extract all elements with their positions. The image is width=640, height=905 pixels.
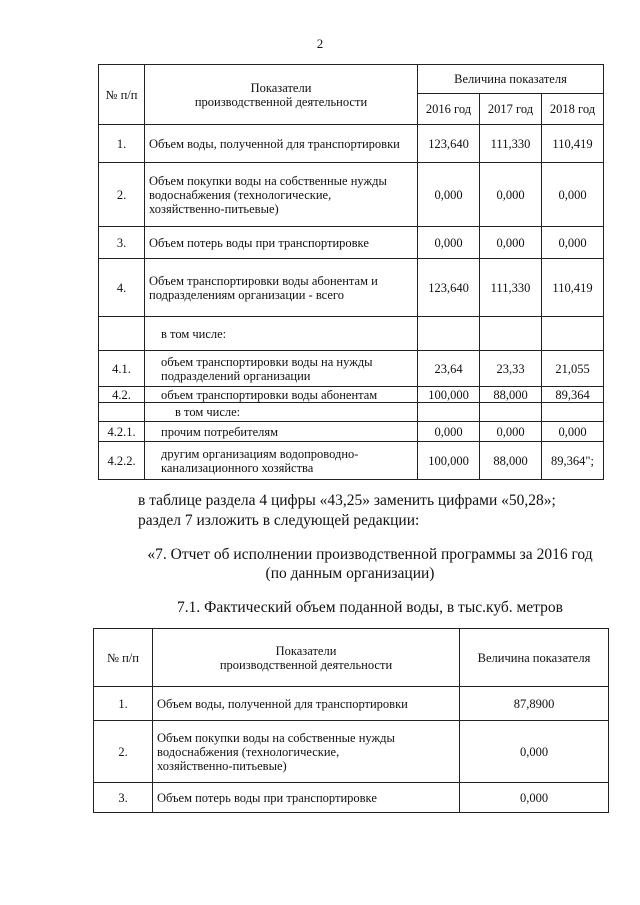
table-row bbox=[94, 687, 609, 721]
row-label-line: Объем транспортировки воды абонентам и bbox=[149, 273, 378, 288]
row-num: 3. bbox=[94, 783, 153, 813]
row-label bbox=[153, 687, 460, 721]
row-label-line: канализационного хозяйства bbox=[161, 460, 314, 475]
row-value: 88,000 bbox=[480, 442, 542, 480]
header-value: Величина показателя bbox=[418, 65, 604, 94]
row-label-line: хозяйственно-питьевые) bbox=[157, 758, 287, 773]
row-num: 4.2. bbox=[99, 387, 145, 403]
row-value: 23,33 bbox=[480, 351, 542, 387]
table-row bbox=[99, 422, 604, 442]
row-value bbox=[480, 317, 542, 351]
row-num bbox=[99, 403, 145, 422]
row-num: 4. bbox=[99, 259, 145, 317]
row-value: 123,640 bbox=[418, 259, 480, 317]
header-num: № п/п bbox=[99, 65, 145, 125]
row-value: 0,000 bbox=[460, 783, 609, 813]
row-label-line: Объем покупки воды на собственные нужды bbox=[149, 173, 387, 188]
row-label-line: объем транспортировки воды абонентам bbox=[161, 387, 378, 402]
row-label-line: прочим потребителям bbox=[161, 424, 279, 439]
amendment-line-2: раздел 7 изложить в следующей редакции: bbox=[138, 512, 420, 529]
row-label-line: другим организациям водопроводно- bbox=[161, 446, 359, 461]
table-row bbox=[99, 227, 604, 259]
header-num: № п/п bbox=[94, 629, 153, 687]
header-year: 2018 год bbox=[542, 94, 604, 125]
row-num: 1. bbox=[94, 687, 153, 721]
table-row bbox=[99, 403, 604, 422]
row-label bbox=[153, 721, 460, 783]
header-indicator-line2: производственной деятельности bbox=[194, 94, 368, 109]
header-indicator bbox=[153, 629, 460, 687]
table-row bbox=[99, 317, 604, 351]
table-row bbox=[94, 783, 609, 813]
row-label bbox=[145, 163, 418, 227]
table-row bbox=[99, 387, 604, 403]
row-label-line: хозяйственно-питьевые) bbox=[149, 201, 279, 216]
row-label-line: Объем воды, полученной для транспортировки bbox=[157, 696, 408, 711]
row-label bbox=[145, 125, 418, 163]
row-value: 23,64 bbox=[418, 351, 480, 387]
row-label bbox=[145, 317, 418, 351]
row-value: 0,000 bbox=[480, 227, 542, 259]
row-num: 2. bbox=[99, 163, 145, 227]
row-value bbox=[480, 403, 542, 422]
row-value: 123,640 bbox=[418, 125, 480, 163]
row-label-line: Объем потерь воды при транспортировке bbox=[149, 235, 369, 250]
row-label bbox=[145, 422, 418, 442]
row-label-line: Объем воды, полученной для транспортировки bbox=[149, 136, 400, 151]
row-value: 0,000 bbox=[480, 163, 542, 227]
table-row bbox=[94, 721, 609, 783]
amendment-line-1: в таблице раздела 4 цифры «43,25» заменить цифрами «50,28»; bbox=[138, 492, 556, 509]
row-value: 0,000 bbox=[418, 422, 480, 442]
row-label bbox=[145, 442, 418, 480]
row-label-line: подразделений организации bbox=[161, 368, 311, 383]
row-label bbox=[145, 259, 418, 317]
row-value: 0,000 bbox=[542, 227, 604, 259]
row-value: 100,000 bbox=[418, 387, 480, 403]
section-heading-sub: (по данным организации) bbox=[265, 565, 435, 582]
table-row bbox=[99, 351, 604, 387]
row-num bbox=[99, 317, 145, 351]
row-num: 2. bbox=[94, 721, 153, 783]
row-value: 0,000 bbox=[418, 227, 480, 259]
row-value: 0,000 bbox=[460, 721, 609, 783]
row-value: 100,000 bbox=[418, 442, 480, 480]
header-indicator-line1: Показатели bbox=[250, 80, 312, 95]
row-label bbox=[145, 403, 418, 422]
row-value: 111,330 bbox=[480, 125, 542, 163]
row-num: 1. bbox=[99, 125, 145, 163]
row-num: 4.2.2. bbox=[99, 442, 145, 480]
row-label-line: в том числе: bbox=[161, 326, 227, 341]
row-value: 110,419 bbox=[542, 125, 604, 163]
row-label-line: объем транспортировки воды на нужды bbox=[161, 354, 373, 369]
row-num: 3. bbox=[99, 227, 145, 259]
table-row bbox=[99, 442, 604, 480]
row-value: 110,419 bbox=[542, 259, 604, 317]
row-value: 21,055 bbox=[542, 351, 604, 387]
row-value: 89,364 bbox=[542, 387, 604, 403]
section-heading: «7. Отчет об исполнении производственной программы за 2016 год bbox=[147, 546, 593, 563]
table-row bbox=[99, 259, 604, 317]
table-row bbox=[99, 163, 604, 227]
header-indicator-line2: производственной деятельности bbox=[219, 657, 393, 672]
row-value: 0,000 bbox=[418, 163, 480, 227]
header-indicator bbox=[145, 65, 418, 125]
row-value bbox=[418, 317, 480, 351]
row-num: 4.1. bbox=[99, 351, 145, 387]
table-row bbox=[99, 125, 604, 163]
row-label-line: в том числе: bbox=[175, 405, 241, 419]
header-value: Величина показателя bbox=[460, 629, 609, 687]
page-number: 2 bbox=[316, 36, 324, 51]
row-value: 111,330 bbox=[480, 259, 542, 317]
row-label-line: водоснабжения (технологические, bbox=[157, 744, 340, 759]
row-value bbox=[542, 403, 604, 422]
row-value: 0,000 bbox=[542, 422, 604, 442]
row-num: 4.2.1. bbox=[99, 422, 145, 442]
row-value bbox=[418, 403, 480, 422]
row-label-line: водоснабжения (технологические, bbox=[149, 187, 332, 202]
row-label bbox=[145, 351, 418, 387]
subsection-heading: 7.1. Фактический объем поданной воды, в тыс.куб. метров bbox=[177, 599, 563, 616]
row-label bbox=[145, 387, 418, 403]
row-label bbox=[145, 227, 418, 259]
row-label bbox=[153, 783, 460, 813]
row-label-line: подразделениям организации - всего bbox=[149, 287, 344, 302]
row-value: 89,364"; bbox=[542, 442, 604, 480]
row-value: 87,8900 bbox=[460, 687, 609, 721]
row-value: 0,000 bbox=[542, 163, 604, 227]
header-year: 2017 год bbox=[480, 94, 542, 125]
actual-water-volume-table bbox=[93, 628, 609, 813]
header-year: 2016 год bbox=[418, 94, 480, 125]
row-value: 88,000 bbox=[480, 387, 542, 403]
row-label-line: Объем потерь воды при транспортировке bbox=[157, 790, 377, 805]
row-label-line: Объем покупки воды на собственные нужды bbox=[157, 730, 395, 745]
header-indicator-line1: Показатели bbox=[275, 643, 337, 658]
row-value: 0,000 bbox=[480, 422, 542, 442]
row-value bbox=[542, 317, 604, 351]
production-indicators-table bbox=[98, 64, 604, 480]
